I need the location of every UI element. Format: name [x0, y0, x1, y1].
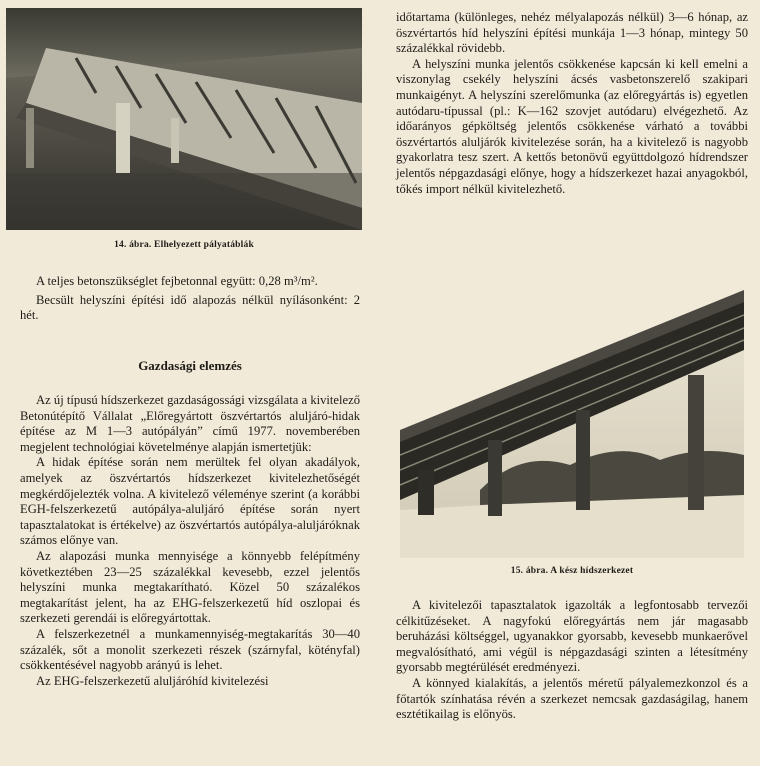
paragraph: időtartama (különleges, nehéz mélyalapozás nélkül) 3—6 hónap, az öszvértartós híd helyszíni építési munkája 1—3 hónap, mintegy 50 százalékkal rövidebb. [396, 10, 748, 56]
paragraph: Az EHG-felszerkezetű aluljáróhíd kivitelezési [36, 673, 269, 688]
paragraph: Az új típusú hídszerkezet gazdaságossági vizsgálata a kivitelező Betonútépítő Vállalat „Előregyártott öszvértartós aluljáró-hidak építése az M 1—3 autópályán” című 1977. novemberében megjelent technológiai követelménye alapján ismertetjük: [20, 393, 360, 454]
paragraph: A könnyed kialakítás, a jelentős méretű pályalemezkonzol és a főtartók színhatása révén a szerkezet nemcsak gazdaságilag, hanem esztétikailag is előnyös. [396, 675, 748, 722]
section-heading: Gazdasági elemzés [138, 358, 242, 373]
paragraph: Az alapozási munka mennyisége a könnyebb felépítmény következtében 23—25 százalékkal kevesebb, ezzel jelentős helyszíni munka megtakarítható. Közel 50 százalékos megtakarítást jelent, ha az EHG-felszerkezetű híd oszlopai és szerkezeti gerendái is előregyártottak. [20, 548, 360, 626]
paragraph: A helyszíni munka jelentős csökkenése kapcsán ki kell emelni a viszonylag csekély helyszíni ácsés vasbetonszerelő szakipari munkaigényt. A helyszíni szerelőmunka (az előregyártás is) egyetlen autódaru-típussal (pl.: K—162 szovjet autódaru) elvégezhető. Az időarányos gépköltség jelentős csökkenése várható a további öszvértartós aluljárók kivitelezése során, ha a kivitelező is nagyobb gyakorlatra tesz szert. A kettős betonövű együttdolgozó hídrendszer jelentős népgazdasági előnye, hogy a hídszerkezet hazai anyagokból, tőkés import nélkül kivitelezhető. [396, 56, 748, 196]
paragraph: A felszerkezetnél a munkamennyiség-megtakarítás 30—40 százalék, sőt a monolit szerkezeti részek (szárnyfal, kötényfal) csökkentésével nagyobb arányú is lehet. [20, 626, 360, 673]
bridge-deck-panels-image [6, 8, 362, 230]
finished-bridge-image [400, 290, 744, 558]
paragraph: A hidak építése során nem merültek fel olyan akadályok, amelyek az öszvértartós hídszerkezet kivitelezhetőségét megkérdőjelezték volna. A kivitelező véleménye szerint (a korábbi EGH-felszerkezetű autópálya-aluljáró építése során nyert tapasztalatokat is értékelve) az öszvértartós autópálya-aluljáróknak számos előnye van. [20, 455, 360, 548]
paragraph: Becsült helyszíni építési idő alapozás nélkül nyílásonként: 2 hét. [20, 292, 360, 323]
figure-15-photo [400, 290, 744, 558]
paragraph: A kivitelezői tapasztalatok igazolták a legfontosabb tervezői célkitűzéseket. A nagyfokú előregyártás nem jár magasabb beruházási költséggel, ugyanakkor gyorsabb, kevesebb munkaerővel megvalósítható, ami végül is népgazdasági szinten a létesítmény gyorsabb megtérülését eredményezi. [396, 598, 748, 675]
figure-14-caption: 14. ábra. Elhelyezett pályatáblák [114, 240, 254, 250]
paragraph: A teljes betonszükséglet fejbetonnal együtt: 0,28 m³/m². [36, 274, 318, 288]
figure-14-photo [6, 8, 362, 230]
figure-15-caption: 15. ábra. A kész hídszerkezet [510, 566, 634, 576]
